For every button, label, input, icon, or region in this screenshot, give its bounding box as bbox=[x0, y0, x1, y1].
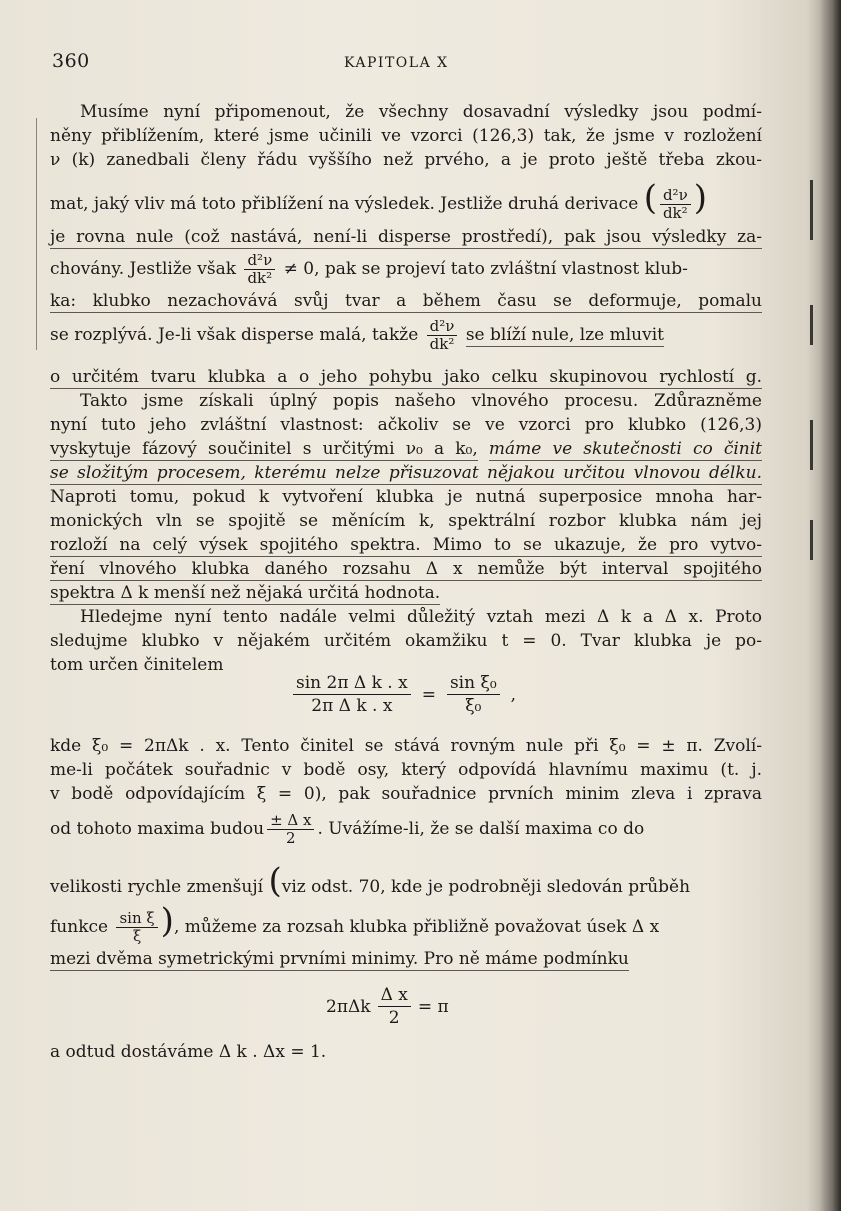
text-line bbox=[50, 252, 762, 287]
text-fragment: rozloží na celý výsek spojitého spektra. Mimo to se ukazuje, že pro vytvo- bbox=[50, 535, 762, 555]
page-number: 360 bbox=[52, 50, 90, 72]
paren-open: ( bbox=[643, 178, 657, 218]
text-line: monických vln se spojitě se měnícím k, spektrální rozbor klubka nám jej bbox=[50, 511, 762, 531]
text-line bbox=[50, 534, 762, 556]
fraction-denominator: 2 bbox=[388, 1008, 400, 1028]
text-fragment: vyskytuje fázový součinitel s určitými ν₀ a k₀, bbox=[50, 439, 478, 459]
margin-mark-left bbox=[36, 118, 37, 350]
fraction-denominator: dk² bbox=[429, 335, 455, 353]
fraction-d2v-dk2 bbox=[244, 252, 275, 287]
text-line: Hledejme nyní tento nadále velmi důležitý vztah mezi Δ k a Δ x. Proto bbox=[80, 607, 762, 627]
fraction-sinxi0 bbox=[447, 672, 500, 717]
margin-mark-right bbox=[810, 305, 813, 345]
text-line bbox=[50, 178, 762, 222]
text-line bbox=[50, 462, 762, 484]
fraction-denominator: ξ bbox=[132, 927, 142, 945]
running-head: KAPITOLA X bbox=[344, 55, 449, 71]
equation-condition bbox=[326, 984, 449, 1029]
fraction-sin2pi bbox=[293, 672, 411, 717]
equation-right: = π bbox=[417, 996, 449, 1017]
fraction-numerator: d²ν bbox=[660, 187, 691, 205]
text-fragment: chovány. Jestliže však bbox=[50, 259, 237, 279]
text-line: me-li počátek souřadnic v bodě osy, který odpovídá hlavnímu maximu (t. j. bbox=[50, 760, 762, 780]
fraction-pm-dx-2 bbox=[267, 812, 314, 847]
text-fragment: ka: klubko nezachovává svůj tvar a během času se deformuje, pomalu bbox=[50, 291, 762, 311]
margin-mark-right bbox=[810, 420, 813, 470]
text-line: tom určen činitelem bbox=[50, 655, 224, 675]
text-fragment: se blíží nule, lze mluvit bbox=[465, 325, 664, 345]
text-line bbox=[50, 558, 762, 580]
fraction-denominator: ξ₀ bbox=[465, 696, 482, 716]
fraction-numerator: d²ν bbox=[244, 252, 275, 270]
text-line: a odtud dostáváme Δ k . Δx = 1. bbox=[50, 1042, 327, 1062]
equation-sinc bbox=[290, 672, 516, 717]
fraction-d2v-dk2 bbox=[660, 187, 691, 222]
fraction-numerator: sin ξ₀ bbox=[447, 672, 500, 695]
comma: , bbox=[510, 684, 517, 705]
equals-sign: = bbox=[421, 684, 436, 705]
text-line bbox=[50, 861, 762, 901]
fraction-numerator: sin ξ bbox=[116, 910, 157, 928]
text-fragment: , pak se projeví tato zvláštní vlastnost klub- bbox=[314, 259, 688, 279]
text-fragment: ření vlnového klubka daného rozsahu Δ x nemůže být interval spojitého bbox=[50, 559, 762, 579]
text-fragment: od tohoto maxima budou bbox=[50, 819, 265, 839]
margin-mark-right bbox=[810, 180, 813, 240]
fraction-numerator: d²ν bbox=[427, 318, 458, 336]
text-line: sledujme klubko v nějakém určitém okamžiku t = 0. Tvar klubka je po- bbox=[50, 631, 762, 651]
margin-mark-right bbox=[810, 520, 813, 560]
text-line bbox=[50, 901, 762, 945]
text-line bbox=[50, 226, 762, 248]
fraction-dx-2 bbox=[378, 984, 411, 1029]
text-line bbox=[50, 948, 762, 970]
fraction-denominator: dk² bbox=[247, 269, 273, 287]
text-line bbox=[50, 366, 762, 388]
text-line: něny přiblížením, které jsme učinili ve vzorci (126,3) tak, že jsme v rozložení bbox=[50, 126, 762, 146]
text-line: ν (k) zanedbali členy řádu vyššího než prvého, a je proto ještě třeba zkou- bbox=[50, 150, 762, 170]
fraction-d2v-dk2 bbox=[427, 318, 458, 353]
paren-close: ) bbox=[693, 178, 707, 218]
fraction-numerator: Δ x bbox=[378, 984, 411, 1007]
text-fragment: je rovna nule (což nastává, není-li disperse prostředí), pak jsou výsledky za- bbox=[50, 227, 762, 247]
text-line bbox=[50, 812, 762, 847]
text-fragment: funkce bbox=[50, 917, 109, 937]
text-line bbox=[50, 290, 762, 312]
text-line bbox=[50, 438, 762, 460]
text-line: Takto jsme získali úplný popis našeho vlnového procesu. Zdůrazněme bbox=[80, 391, 762, 411]
text-line: v bodě odpovídajícím ξ = 0), pak souřadnice prvních minim zleva i zprava bbox=[50, 784, 762, 804]
paren-close: ) bbox=[160, 901, 174, 941]
text-fragment: spektra Δ k menší než nějaká určitá hodnota. bbox=[50, 583, 441, 603]
fraction-denominator: 2 bbox=[286, 829, 296, 847]
text-fragment: se rozplývá. Je-li však disperse malá, takže bbox=[50, 325, 419, 345]
text-fragment: velikosti rychle zmenšují bbox=[50, 877, 264, 897]
text-fragment: mezi dvěma symetrickými prvními minimy. Pro ně máme podmínku bbox=[50, 949, 629, 969]
fraction-numerator: sin 2π Δ k . x bbox=[293, 672, 411, 695]
equation-left: 2πΔk bbox=[326, 996, 371, 1017]
text-fragment: , můžeme za rozsah klubka přibližně považovat úsek Δ x bbox=[173, 917, 660, 937]
italic-fragment: se složitým procesem, kterému nelze přisuzovat nějakou určitou vlnovou délku. bbox=[50, 463, 762, 483]
text-fragment: o určitém tvaru klubka a o jeho pohybu jako celku skupinovou rychlostí g. bbox=[50, 367, 762, 387]
fraction-numerator: ± Δ x bbox=[267, 812, 314, 830]
fraction-sinxi-xi bbox=[116, 910, 157, 945]
text-line bbox=[50, 318, 762, 353]
fraction-denominator: dk² bbox=[662, 204, 688, 222]
text-fragment: . Uvážíme-li, že se další maxima co do bbox=[317, 819, 645, 839]
fraction-denominator: 2π Δ k . x bbox=[311, 696, 393, 716]
italic-fragment: máme ve skutečnosti co činit bbox=[488, 439, 762, 459]
not-equal-zero: ≠ 0 bbox=[283, 259, 315, 279]
text-line: Naproti tomu, pokud k vytvoření klubka je nutná superposice mnoha har- bbox=[50, 487, 762, 507]
text-line: kde ξ₀ = 2πΔk . x. Tento činitel se stává rovným nule při ξ₀ = ± π. Zvolí- bbox=[50, 736, 762, 756]
text-line: Musíme nyní připomenout, že všechny dosavadní výsledky jsou podmí- bbox=[80, 102, 762, 122]
text-fragment: viz odst. 70, kde je podrobněji sledován průběh bbox=[281, 877, 691, 897]
text-fragment: mat, jaký vliv má toto přiblížení na výsledek. Jestliže druhá derivace bbox=[50, 194, 639, 214]
paren-open: ( bbox=[268, 861, 282, 901]
text-line: nyní tuto jeho zvláštní vlastnost: ačkoliv se ve vzorci pro klubko (126,3) bbox=[50, 415, 762, 435]
text-line bbox=[50, 582, 762, 604]
page-edge-shadow bbox=[819, 0, 841, 1211]
